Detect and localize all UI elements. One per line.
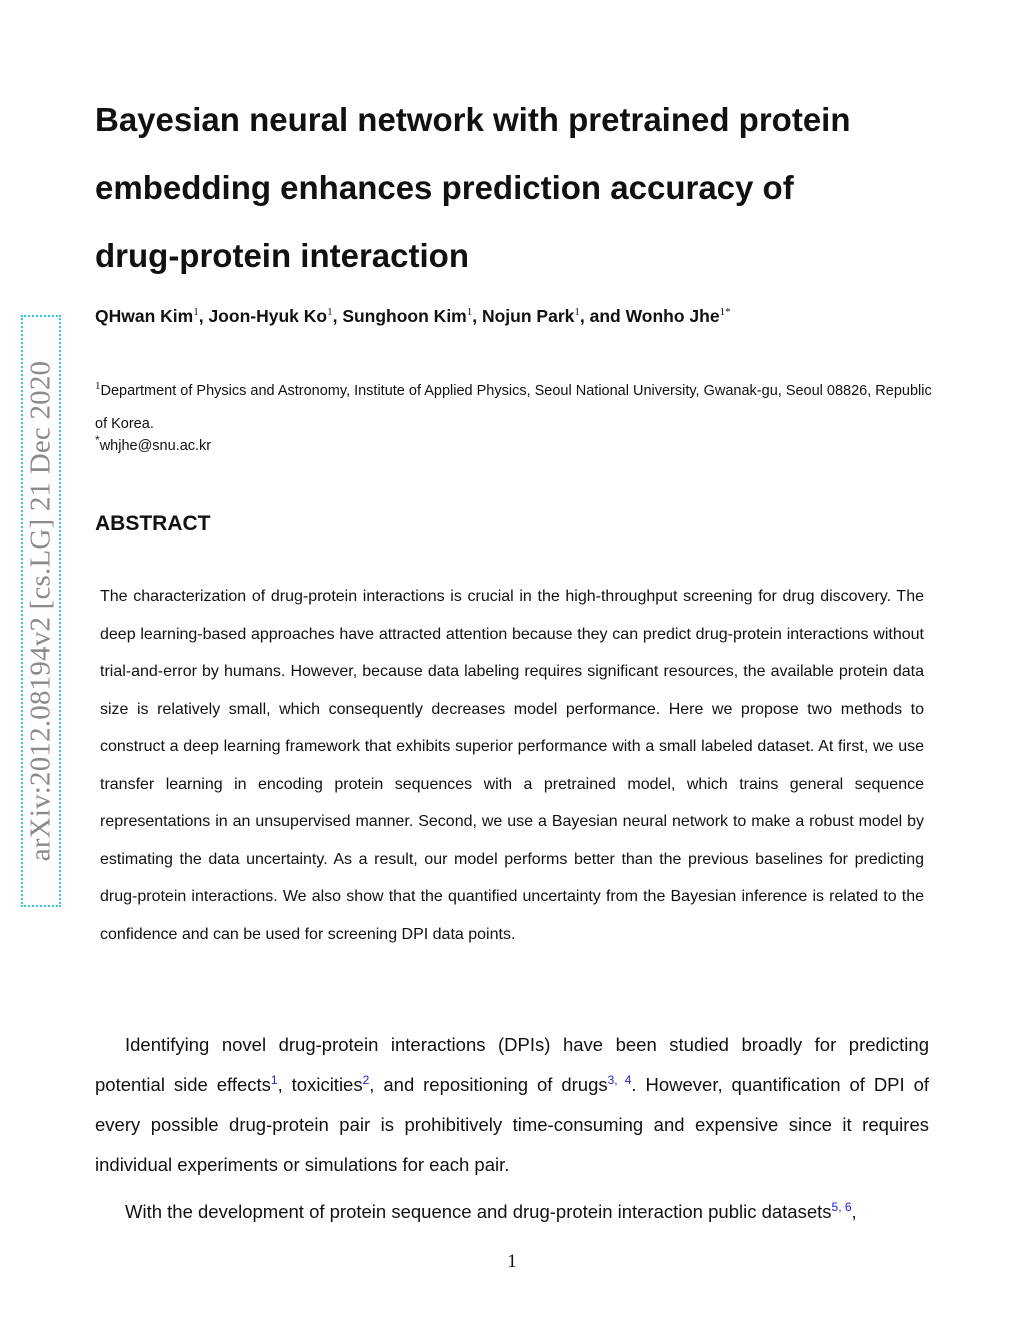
title-line: Bayesian neural network with pretrained protein bbox=[95, 101, 851, 138]
body-text: , bbox=[851, 1201, 857, 1222]
intro-paragraph bbox=[95, 1192, 929, 1232]
author-name: Wonho Jhe bbox=[625, 306, 720, 326]
email-address[interactable]: whjhe@snu.ac.kr bbox=[99, 437, 212, 454]
author-name: Joon-Hyuk Ko bbox=[208, 306, 328, 326]
intro-paragraph bbox=[95, 1025, 929, 1185]
body-text: With the development of protein sequence and drug-protein interaction public datasets bbox=[125, 1201, 832, 1222]
body-text: Identifying novel drug-protein interactions (DPIs) have been studied broadly for predicting potential side effects bbox=[95, 1034, 929, 1095]
author-affiliation-mark: 1 bbox=[327, 306, 333, 319]
arxiv-identifier-stamp[interactable] bbox=[21, 315, 61, 907]
author-affiliation-mark: 1 bbox=[466, 306, 473, 319]
affiliation-mark: 1 bbox=[95, 380, 101, 392]
author-list bbox=[95, 306, 955, 327]
author-name: Nojun Park bbox=[481, 306, 575, 326]
author-name: QHwan Kim bbox=[95, 306, 194, 326]
corresponding-email bbox=[95, 433, 211, 454]
abstract-text: The characterization of drug-protein interactions is crucial in the high-throughput screening for drug discovery. The deep learning-based approaches have attracted attention because they can predict drug-protein interactions without trial-and-error by humans. However, because data labeling requires significant resources, the available protein data size is relatively small, which consequently decreases model performance. Here we propose two methods to construct a deep learning framework that exhibits superior performance with a small labeled dataset. At first, we use transfer learning in encoding protein sequences with a pretrained model, which trains general sequence representations in an unsupervised manner. Second, we use a Bayesian neural network to make a robust model by estimating the data uncertainty. As a result, our model performs better than the previous baselines for predicting drug-protein interactions. We also show that the quantified uncertainty from the Bayesian inference is related to the confidence and can be used for screening DPI data points. bbox=[100, 588, 924, 943]
author-affiliation-mark: 1* bbox=[719, 306, 731, 319]
citation-link[interactable]: 5, 6 bbox=[831, 1200, 852, 1214]
body-text: , toxicities bbox=[277, 1074, 363, 1095]
title-line: drug-protein interaction bbox=[95, 237, 469, 274]
page-number: 1 bbox=[507, 1251, 517, 1272]
citation-link[interactable]: 3, 4 bbox=[607, 1073, 632, 1087]
author-separator: , bbox=[332, 306, 343, 326]
citation-link[interactable]: 1 bbox=[270, 1073, 278, 1087]
author-separator: , bbox=[472, 306, 482, 326]
paper-title bbox=[95, 86, 915, 290]
title-line: embedding enhances prediction accuracy of bbox=[95, 169, 794, 206]
affiliation bbox=[95, 370, 935, 441]
author-name: Sunghoon Kim bbox=[342, 306, 467, 326]
author-separator: , bbox=[198, 306, 209, 326]
body-text: , and repositioning of drugs bbox=[369, 1074, 608, 1095]
author-separator: , and bbox=[579, 306, 626, 326]
corresponding-mark: * bbox=[95, 433, 100, 447]
affiliation-text: Department of Physics and Astronomy, Institute of Applied Physics, Seoul National University, Gwanak-gu, Seoul 08826, Republic of Korea. bbox=[95, 382, 932, 432]
author-affiliation-mark: 1 bbox=[193, 306, 199, 319]
citation-link[interactable]: 2 bbox=[362, 1073, 370, 1087]
body-text: . However, quantification of DPI of every possible drug-protein pair is prohibitively time-consuming and expensive since it requires individual experiments or simulations for each pair. bbox=[95, 1074, 930, 1175]
author-affiliation-mark: 1 bbox=[574, 306, 580, 319]
abstract-heading: ABSTRACT bbox=[95, 512, 211, 535]
arxiv-identifier-text: arXiv:2012.08194v2 [cs.LG] 21 Dec 2020 bbox=[24, 360, 57, 862]
